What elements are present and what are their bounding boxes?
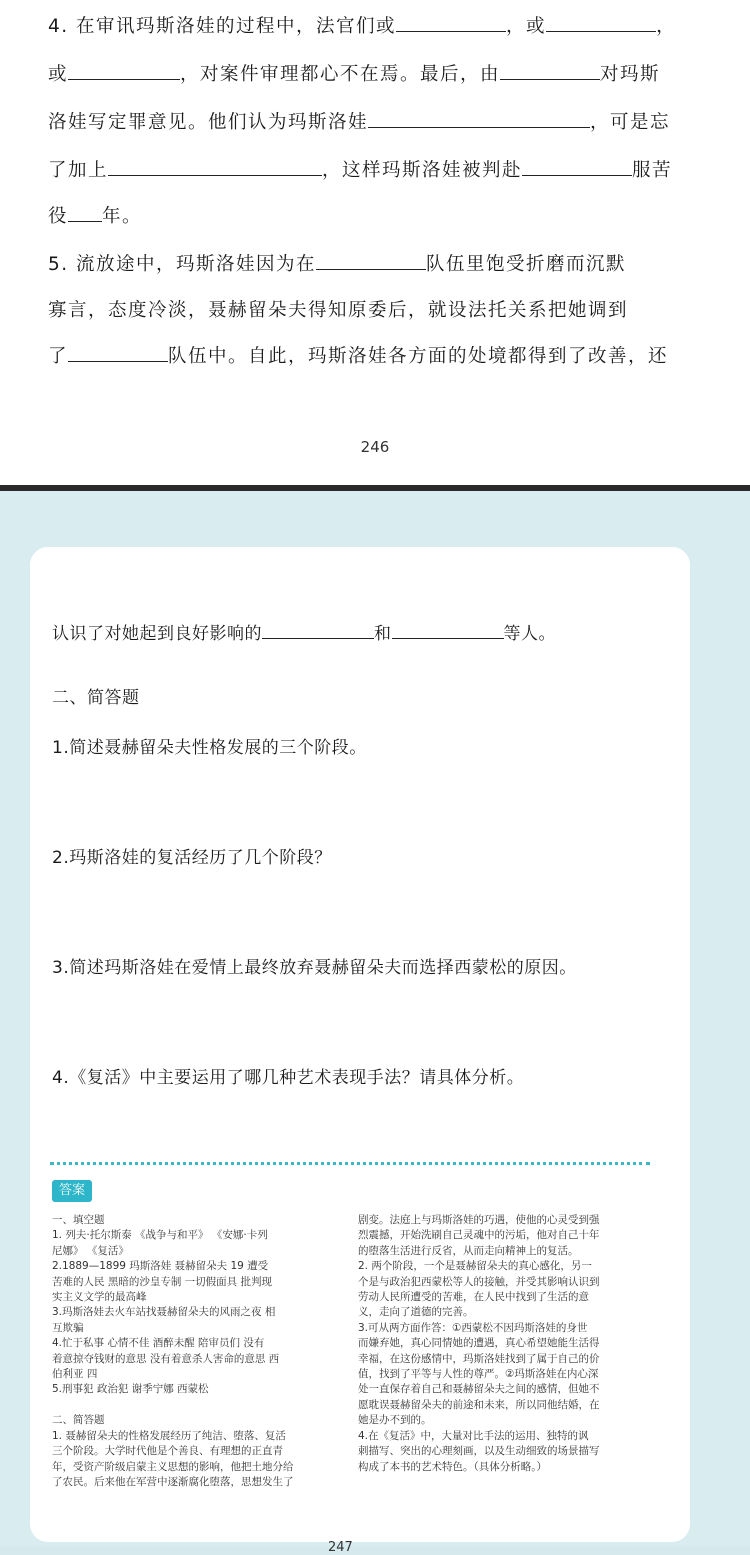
- answer-line: 4.在《复活》中，大量对比手法的运用、独特的讽: [358, 1429, 589, 1442]
- text-line: [48, 296, 628, 322]
- answer-line: 义，走向了道德的完善。: [358, 1306, 474, 1319]
- answer-line: 3.可从两方面作答：①西蒙松不因玛斯洛娃的身世: [358, 1321, 588, 1334]
- text-segment: ，: [656, 16, 677, 37]
- text-segment: 5. 流放途中，玛斯洛娃因为在: [48, 254, 317, 275]
- text-segment: ，这样玛斯洛娃被判赴: [322, 160, 523, 181]
- answer-line: 了农民。后来他在军营中逐渐腐化堕落，思想发生了: [52, 1475, 294, 1488]
- page-number-partial: 247: [328, 1540, 353, 1555]
- answer-line: 而嫌弃她，真心同情她的遭遇，真心希望她能生活得: [358, 1337, 600, 1350]
- page-number: 246: [360, 438, 390, 456]
- text-segment: ，或: [506, 16, 547, 37]
- dotted-separator: [50, 1162, 650, 1165]
- text-line: [48, 156, 672, 182]
- answer-blank[interactable]: [68, 61, 180, 80]
- answer-blank[interactable]: [108, 157, 322, 176]
- text-segment: 或: [48, 64, 69, 85]
- answer-line: 3.玛斯洛娃去火车站找聂赫留朵夫的风雨之夜 相: [52, 1306, 276, 1319]
- text-segment: 4. 在审讯玛斯洛娃的过程中，法官们或: [48, 16, 397, 37]
- answer-blank[interactable]: [368, 109, 590, 128]
- question-3: 3.简述玛斯洛娃在爱情上最终放弃聂赫留朵夫而选择西蒙松的原因。: [52, 958, 577, 978]
- answer-line: 1. 聂赫留朵夫的性格发展经历了纯洁、堕落、复活: [52, 1429, 286, 1442]
- answer-line: 她是办不到的。: [358, 1414, 432, 1427]
- text-line: [48, 12, 676, 38]
- text-segment: ，对案件审理都心不在焉。最后，由: [180, 64, 501, 85]
- answer-line: 愿耽误聂赫留朵夫的前途和未来，所以同他结婚，在: [358, 1398, 600, 1411]
- answer-badge: 答案: [52, 1180, 92, 1202]
- text-segment: 洛娃写定罪意见。他们认为玛斯洛娃: [48, 112, 369, 133]
- answer-line: 年，受资产阶级启蒙主义思想的影响，他把土地分给: [52, 1460, 294, 1473]
- answer-blank[interactable]: [68, 343, 168, 362]
- text-segment: 队伍里饱受折磨而沉默: [426, 254, 627, 275]
- page-247: [0, 491, 750, 1546]
- answer-line: 处一直保存着自己和聂赫留朵夫之间的感情，但她不: [358, 1383, 600, 1396]
- answer-line: 尼娜》 《复活》: [52, 1244, 129, 1257]
- answer-blank[interactable]: [68, 203, 102, 222]
- answer-blank[interactable]: [262, 620, 374, 639]
- answer-line: 个是与政治犯西蒙松等人的接触，并受其影响认识到: [358, 1275, 600, 1288]
- section-heading: 二、简答题: [52, 688, 140, 708]
- answer-line: 刺描写、突出的心理刻画，以及生动细致的场景描写: [358, 1445, 600, 1458]
- text-segment: 了: [48, 346, 69, 367]
- answer-line: 幸福，在这份感情中，玛斯洛娃找到了属于自己的价: [358, 1352, 600, 1365]
- text-segment: 认识了对她起到良好影响的: [52, 624, 262, 644]
- answer-line: 值，找到了平等与人性的尊严。②玛斯洛娃在内心深: [358, 1368, 599, 1381]
- answer-line: 剧变。法庭上与玛斯洛娃的巧遇，使他的心灵受到强: [358, 1214, 600, 1226]
- fill-in-continuation: [52, 619, 556, 644]
- answer-blank[interactable]: [546, 13, 656, 32]
- answer-line: 4.忙于私事 心情不佳 酒醉未醒 陪审员们 没有: [52, 1337, 265, 1350]
- answer-line: 2.1889—1899 玛斯洛娃 聂赫留朵夫 19 遭受: [52, 1260, 269, 1273]
- answer-line: 伯利亚 四: [52, 1368, 98, 1381]
- question-1: 1.简述聂赫留朵夫性格发展的三个阶段。: [52, 738, 367, 758]
- answer-blank[interactable]: [316, 251, 426, 270]
- text-segment: 役: [48, 206, 69, 227]
- text-line: [48, 60, 660, 86]
- text-segment: 对玛斯: [600, 64, 661, 85]
- answer-line: 5.刑事犯 政治犯 谢季宁娜 西蒙松: [52, 1383, 209, 1396]
- question-2: 2.玛斯洛娃的复活经历了几个阶段？: [52, 848, 332, 868]
- text-segment: 和: [374, 624, 392, 644]
- answer-line: 实主义文学的最高峰: [52, 1291, 147, 1304]
- text-segment: 队伍中。自此，玛斯洛娃各方面的处境都得到了改善，还: [168, 346, 669, 367]
- answer-line: 一、填空题: [52, 1214, 105, 1226]
- answer-blank[interactable]: [500, 61, 600, 80]
- answer-line: 构成了本书的艺术特色。（具体分析略。）: [358, 1460, 547, 1473]
- page-246: [0, 0, 750, 485]
- text-segment: ，可是忘: [590, 112, 671, 133]
- answer-line: 烈震撼，开始洗刷自己灵魂中的污垢，他对自己十年: [358, 1229, 600, 1242]
- answer-line: 二、简答题: [52, 1414, 105, 1427]
- answer-line: 劳动人民所遭受的苦难，在人民中找到了生活的意: [358, 1291, 589, 1304]
- text-line: [48, 250, 626, 276]
- text-segment: 寡言，态度冷淡，聂赫留朵夫得知原委后，就设法托关系把她调到: [48, 300, 629, 321]
- answer-line: 的堕落生活进行反省，从而走向精神上的复活。: [358, 1244, 579, 1257]
- text-segment: 了加上: [48, 160, 109, 181]
- answers-left-column: [52, 1213, 294, 1490]
- answer-line: 三个阶段。大学时代他是个善良、有理想的正直青: [52, 1445, 283, 1458]
- answer-line: 苦难的人民 黑暗的沙皇专制 一切假面具 批判现: [52, 1275, 273, 1288]
- question-4: 4.《复活》中主要运用了哪几种艺术表现手法？请具体分析。: [52, 1068, 525, 1088]
- answer-line: [52, 1398, 294, 1413]
- answer-blank[interactable]: [396, 13, 506, 32]
- text-segment: 年。: [102, 206, 143, 227]
- answer-line: 着意掠夺钱财的意思 没有着意杀人害命的意思 西: [52, 1352, 280, 1365]
- text-segment: 等人。: [503, 624, 556, 644]
- text-segment: 服苦: [632, 160, 673, 181]
- answer-line: 互欺骗: [52, 1321, 84, 1334]
- answers-right-column: [358, 1213, 600, 1475]
- text-line: [48, 108, 670, 134]
- text-line: [48, 202, 142, 228]
- text-line: [48, 342, 668, 368]
- answer-line: 1. 列夫·托尔斯泰 《战争与和平》 《安娜·卡列: [52, 1229, 268, 1242]
- answer-blank[interactable]: [392, 620, 504, 639]
- answer-line: 2. 两个阶段，一个是聂赫留朵夫的真心感化，另一: [358, 1260, 592, 1273]
- answer-blank[interactable]: [522, 157, 632, 176]
